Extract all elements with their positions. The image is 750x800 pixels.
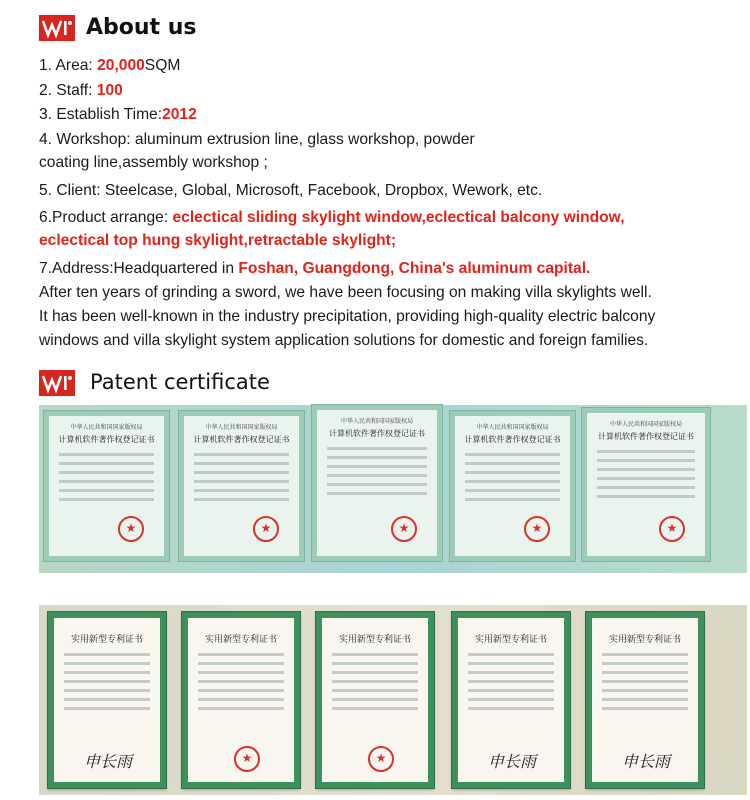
area-line: 1. Area: 20,000SQM xyxy=(39,57,181,74)
brand-logo xyxy=(39,15,75,41)
red-seal-icon xyxy=(118,516,144,542)
signature: 申长雨 xyxy=(488,752,537,771)
workshop-line-1: 4. Workshop: aluminum extrusion line, glass workshop, powder xyxy=(39,131,475,148)
about-title: About us xyxy=(86,15,197,40)
cert-header: 中华人民共和国国家版权局 xyxy=(70,424,143,431)
cert-title: 实用新型专利证书 xyxy=(608,635,681,645)
product-line-1: 6.Product arrange: eclectical sliding skylight window,eclectical balcony window, xyxy=(39,209,625,226)
utility-certificate-3 xyxy=(316,612,434,788)
red-seal-icon xyxy=(659,516,685,542)
cert-title: 实用新型专利证书 xyxy=(338,635,411,645)
intro-line-2: It has been well-known in the industry precipitation, providing high-quality electric balcony xyxy=(39,308,656,325)
software-certificate-3 xyxy=(312,405,442,561)
software-certificate-4 xyxy=(450,411,575,561)
cert-title: 实用新型专利证书 xyxy=(474,635,547,645)
brand-logo-2 xyxy=(39,370,75,396)
cert-title: 实用新型专利证书 xyxy=(204,635,277,645)
established-line: 3. Establish Time:2012 xyxy=(39,106,197,123)
client-line: 5. Client: Steelcase, Global, Microsoft, Facebook, Dropbox, Wework, etc. xyxy=(39,182,543,199)
utility-certificate-5 xyxy=(586,612,704,788)
red-seal-icon xyxy=(368,746,394,772)
cert-header: 中华人民共和国国家版权局 xyxy=(340,418,413,425)
intro-line-3: windows and villa skylight system application solutions for domestic and foreign families. xyxy=(39,332,649,349)
patent-title: Patent certificate xyxy=(90,370,270,394)
cert-header: 中华人民共和国国家版权局 xyxy=(205,424,278,431)
product-line-2: eclectical top hung skylight,retractable skylight; xyxy=(39,232,397,249)
workshop-line-2: coating line,assembly workshop ; xyxy=(39,154,268,171)
signature: 申长雨 xyxy=(622,752,671,771)
staff-line: 2. Staff: 100 xyxy=(39,82,123,99)
software-certificate-1 xyxy=(44,411,169,561)
intro-line-1: After ten years of grinding a sword, we have been focusing on making villa skylights well. xyxy=(39,284,652,301)
utility-certificate-4 xyxy=(452,612,570,788)
cert-header: 中华人民共和国国家版权局 xyxy=(609,421,682,428)
cert-title: 计算机软件著作权登记证书 xyxy=(58,435,155,444)
signature: 申长雨 xyxy=(84,752,133,771)
cert-title: 计算机软件著作权登记证书 xyxy=(598,432,694,441)
red-seal-icon xyxy=(234,746,260,772)
cert-title: 计算机软件著作权登记证书 xyxy=(329,429,425,438)
utility-certificate-2 xyxy=(182,612,300,788)
address-line: 7.Address:Headquartered in Foshan, Guangdong, China's aluminum capital. xyxy=(39,260,591,277)
utility-certificate-1 xyxy=(48,612,166,788)
software-certificate-2 xyxy=(179,411,304,561)
red-seal-icon xyxy=(253,516,279,542)
cert-title: 计算机软件著作权登记证书 xyxy=(193,435,290,444)
red-seal-icon xyxy=(391,516,417,542)
red-seal-icon xyxy=(524,516,550,542)
cert-title: 实用新型专利证书 xyxy=(70,635,143,645)
cert-title: 计算机软件著作权登记证书 xyxy=(464,435,561,444)
cert-header: 中华人民共和国国家版权局 xyxy=(476,424,549,431)
software-certificate-5 xyxy=(582,408,710,561)
